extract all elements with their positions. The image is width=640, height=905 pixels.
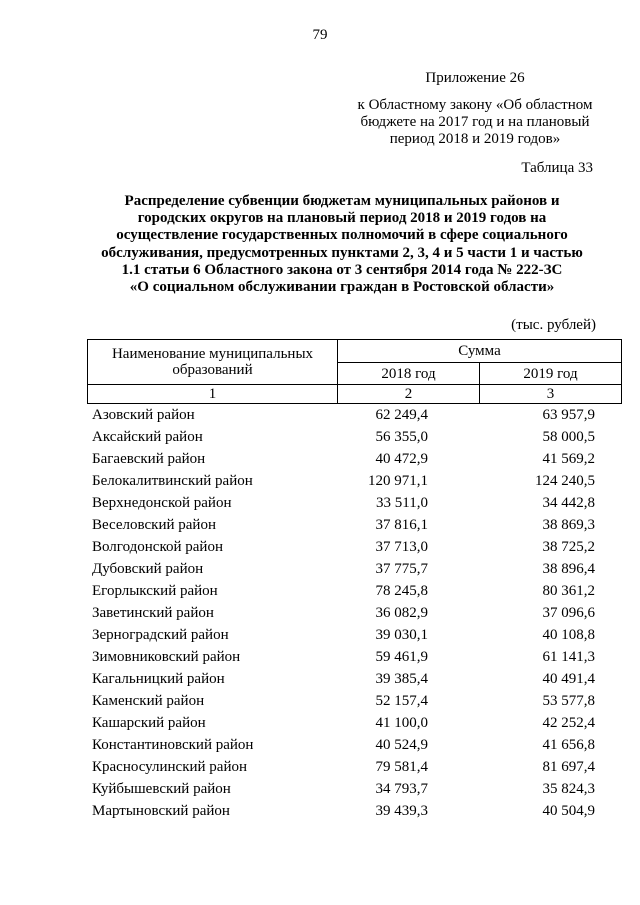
table-row xyxy=(87,492,602,514)
title-line: 1.1 статьи 6 Областного закона от 3 сентября 2014 года № 222-ЗС xyxy=(121,261,563,278)
appendix-title: Приложение 26 xyxy=(425,70,525,86)
table-row xyxy=(87,426,602,448)
table-row xyxy=(87,470,602,492)
amount-2018: 39 439,3 xyxy=(375,803,428,819)
district-name: Кагальницкий район xyxy=(92,671,225,687)
amount-2019: 81 697,4 xyxy=(542,759,595,775)
amount-2019: 38 896,4 xyxy=(542,561,595,577)
header-col-number-2: 2 xyxy=(338,385,480,404)
amount-2019: 61 141,3 xyxy=(542,649,595,665)
amount-2018: 37 713,0 xyxy=(375,539,428,555)
amount-2019: 40 108,8 xyxy=(542,627,595,643)
table-row xyxy=(87,734,602,756)
amount-2018: 120 971,1 xyxy=(368,473,428,489)
district-name: Багаевский район xyxy=(92,451,206,467)
amount-2018: 40 472,9 xyxy=(375,451,428,467)
district-name: Дубовский район xyxy=(92,561,204,577)
document-title xyxy=(92,193,592,296)
district-name: Волгодонской район xyxy=(92,539,223,555)
amount-2019: 38 869,3 xyxy=(542,517,595,533)
amount-2018: 36 082,9 xyxy=(375,605,428,621)
header-year-2018: 2018 год xyxy=(338,363,480,385)
header-col-number-3: 3 xyxy=(480,385,622,404)
amount-2018: 52 157,4 xyxy=(375,693,428,709)
table-row xyxy=(87,778,602,800)
district-name: Азовский район xyxy=(92,407,195,423)
amount-2019: 38 725,2 xyxy=(542,539,595,555)
amount-2019: 63 957,9 xyxy=(542,407,595,423)
amount-2019: 35 824,3 xyxy=(542,781,595,797)
amount-2018: 40 524,9 xyxy=(375,737,428,753)
title-line: Распределение субвенции бюджетам муниципальных районов и xyxy=(124,193,560,209)
table-row xyxy=(87,558,602,580)
amount-2019: 41 656,8 xyxy=(542,737,595,753)
table-number: Таблица 33 xyxy=(521,160,593,176)
amount-2018: 56 355,0 xyxy=(375,429,428,445)
district-name: Каменский район xyxy=(92,693,205,709)
district-name: Константиновский район xyxy=(92,737,254,753)
amount-2018: 37 775,7 xyxy=(375,561,428,577)
district-name: Куйбышевский район xyxy=(92,781,231,797)
amount-2018: 41 100,0 xyxy=(375,715,428,731)
title-line: обслуживания, предусмотренных пунктами 2, 3, 4 и 5 части 1 и частью xyxy=(101,244,583,261)
district-name: Кашарский район xyxy=(92,715,206,731)
table-row xyxy=(87,668,602,690)
table-row xyxy=(87,800,602,822)
table-row xyxy=(87,404,602,426)
amount-2018: 33 511,0 xyxy=(376,495,428,511)
amount-2018: 39 385,4 xyxy=(375,671,428,687)
district-name: Мартыновский район xyxy=(92,803,230,819)
amount-2018: 37 816,1 xyxy=(375,517,428,533)
district-name: Зерноградский район xyxy=(92,627,229,643)
amount-2019: 58 000,5 xyxy=(542,429,595,445)
title-line: «О социальном обслуживании граждан в Ростовской области» xyxy=(129,279,555,296)
table-row xyxy=(87,536,602,558)
amount-2018: 79 581,4 xyxy=(375,759,428,775)
header-sum-column: Сумма xyxy=(338,340,622,363)
amount-2019: 53 577,8 xyxy=(542,693,595,709)
amount-2019: 124 240,5 xyxy=(535,473,595,489)
district-name: Зимовниковский район xyxy=(92,649,241,665)
district-name: Белокалитвинский район xyxy=(92,473,253,489)
header-name-column: Наименование муниципальных образований xyxy=(88,340,338,385)
amount-2019: 37 096,6 xyxy=(542,605,595,621)
amount-2019: 34 442,8 xyxy=(542,495,595,511)
table-row xyxy=(87,580,602,602)
table-header xyxy=(87,339,622,404)
appendix-block xyxy=(330,70,620,148)
amount-2019: 42 252,4 xyxy=(542,715,595,731)
amount-2019: 80 361,2 xyxy=(542,583,595,599)
amount-2018: 59 461,9 xyxy=(375,649,428,665)
table-row xyxy=(87,646,602,668)
district-name: Заветинский район xyxy=(92,605,214,621)
amount-2019: 41 569,2 xyxy=(542,451,595,467)
district-name: Егорлыкский район xyxy=(92,583,218,599)
appendix-line: к Областному закону «Об областном xyxy=(357,97,593,113)
table-row xyxy=(87,624,602,646)
district-name: Веселовский район xyxy=(92,517,216,533)
table-row xyxy=(87,448,602,470)
district-name: Верхнедонской район xyxy=(92,495,232,511)
amount-2019: 40 491,4 xyxy=(542,671,595,687)
table-row xyxy=(87,514,602,536)
title-line: городских округов на плановый период 2018 и 2019 годов на xyxy=(137,210,547,227)
appendix-line: период 2018 и 2019 годов» xyxy=(389,131,561,147)
table-row xyxy=(87,690,602,712)
district-name: Красносулинский район xyxy=(92,759,248,775)
title-line: осуществление государственных полномочий в сфере социального xyxy=(116,227,568,244)
table-row xyxy=(87,756,602,778)
table-body xyxy=(87,404,602,822)
header-year-2019: 2019 год xyxy=(480,363,622,385)
unit-label: (тыс. рублей) xyxy=(511,317,596,333)
amount-2018: 34 793,7 xyxy=(375,781,428,797)
appendix-line: бюджете на 2017 год и на плановый xyxy=(360,114,590,130)
table-row xyxy=(87,712,602,734)
amount-2019: 40 504,9 xyxy=(542,803,595,819)
table-row xyxy=(87,602,602,624)
amount-2018: 39 030,1 xyxy=(375,627,428,643)
district-name: Аксайский район xyxy=(92,429,203,445)
header-col-number-1: 1 xyxy=(88,385,338,404)
amount-2018: 78 245,8 xyxy=(375,583,428,599)
amount-2018: 62 249,4 xyxy=(375,407,428,423)
page-number: 79 xyxy=(312,27,328,43)
